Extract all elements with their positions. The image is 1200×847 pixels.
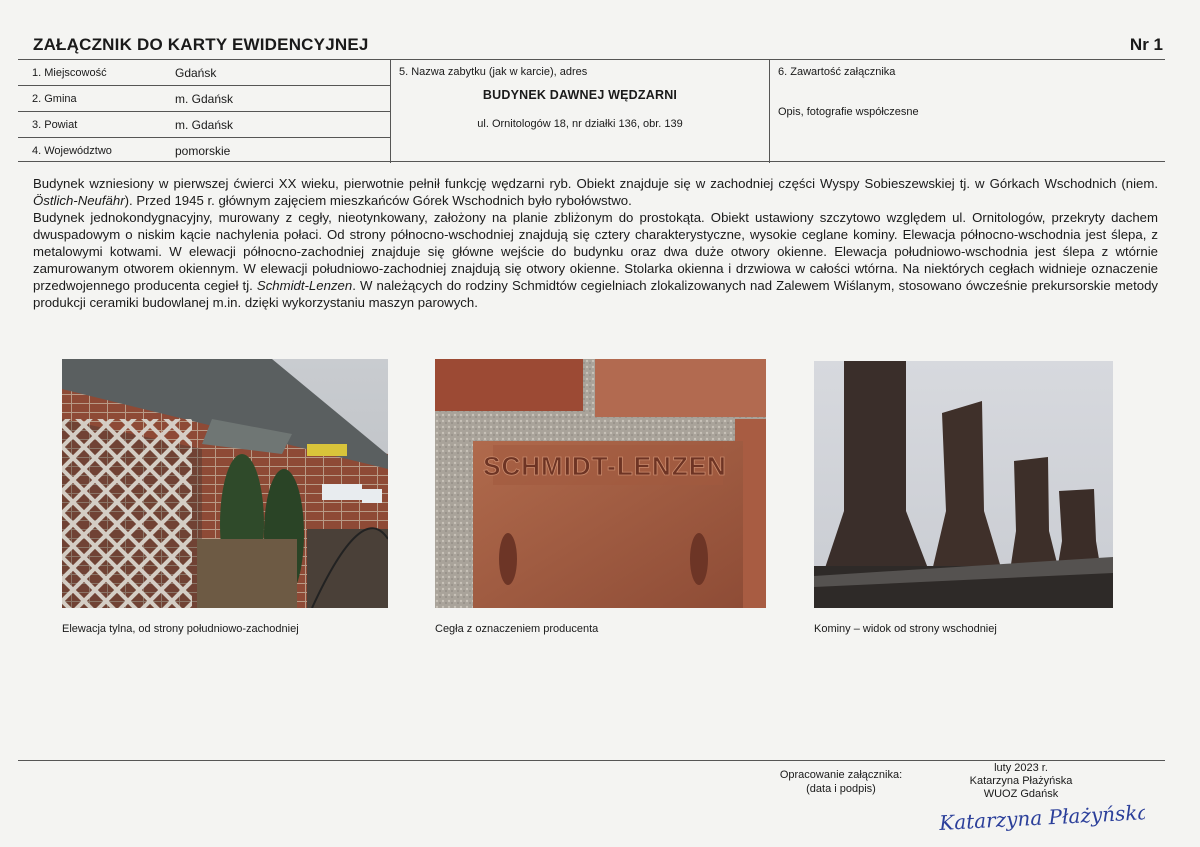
caption-photo-2: Cegła z oznaczeniem producenta (435, 623, 599, 635)
field-value: m. Gdańsk (175, 117, 234, 132)
text-run: Budynek jednokondygnacyjny, murowany z cegły, nieotynkowany, założony na planie zbliżonym do prostokąta. Obiekt ustawiony szczytowo względem ul. Ornitologów, przekryty dachem dwuspadowym o niskim kącie nachylenia połaci. Od strony północno-wschodniej znajdują się cztery charakterystyczne, wysokie ceglane kominy. Elewacja północno-wschodnia jest ślepa, z metalowymi kotwami. W elewacji północno-zachodniej znajduje się główne wejście do budynku oraz dwa duże otwory okienne. Elewacja południowo-wschodnia jest ślepa z wtórnie zamurowanym otworem okiennym. W elewacji południowo-zachodniej znajdują się otwory okienne. Stolarka okienna i drzwiowa w całości wtórna. Na niektórych cegłach widnieje oznaczenie przedwojennego producenta cegieł tj. (33, 210, 1158, 293)
monument-label: 5. Nazwa zabytku (jak w karcie), adres (399, 66, 588, 78)
monument-name: BUDYNEK DAWNEJ WĘDZARNI (482, 88, 678, 102)
prepared-label (760, 768, 922, 796)
metadata-table (18, 60, 1165, 163)
field-label: 4. Województwo (32, 144, 112, 157)
prepared-label-line-1: Opracowanie załącznika: (779, 769, 903, 781)
document-title: ZAŁĄCZNIK DO KARTY EWIDENCYJNEJ (33, 35, 369, 54)
signature-glyphs: Katarzyna Płażyńska (938, 800, 1145, 836)
caption-photo-3: Kominy – widok od strony wschodniej (814, 623, 997, 635)
field-label: 3. Powiat (32, 118, 78, 131)
handwritten-signature (935, 795, 1145, 842)
table-bottom-rule (18, 161, 1165, 162)
german-name: Östlich-Neufähr (33, 193, 125, 208)
field-locality (18, 60, 390, 86)
field-voivodeship (18, 138, 390, 163)
field-label: 2. Gmina (32, 92, 77, 105)
attachment-number: Nr 1 (1129, 35, 1163, 54)
photo-brick-stamp (435, 359, 766, 608)
contents-value: Opis, fotografie współczesne (778, 106, 919, 118)
contents-cell (770, 60, 1166, 163)
description-paragraph-1 (33, 175, 1158, 209)
monument-cell (391, 60, 770, 163)
prepared-date: luty 2023 r. (994, 762, 1048, 774)
photo-rear-elevation (62, 359, 388, 608)
photo-chimneys (814, 361, 1113, 608)
footer-rule (18, 760, 1165, 761)
contents-label: 6. Zawartość załącznika (778, 66, 896, 78)
brick-stamp-text: SCHMIDT-LENZEN (483, 451, 727, 481)
field-value: pomorskie (175, 143, 231, 158)
author-name: Katarzyna Płażyńska (969, 775, 1073, 787)
title-row (33, 35, 1163, 57)
field-commune (18, 86, 390, 112)
field-value: m. Gdańsk (175, 91, 234, 106)
producer-name: Schmidt-Lenzen (256, 278, 353, 293)
caption-photo-1: Elewacja tylna, od strony południowo-zachodniej (62, 623, 299, 635)
office-name: WUOZ Gdańsk (983, 788, 1059, 800)
description-text (33, 175, 1158, 311)
prepared-label-line-2: (data i podpis) (806, 783, 876, 795)
field-district (18, 112, 390, 138)
text-run: ). Przed 1945 r. głównym zajęciem mieszkańców Górek Wschodnich było rybołówstwo. (124, 193, 632, 208)
location-fields (18, 60, 391, 163)
field-value: Gdańsk (175, 65, 217, 80)
text-run: . W należących do rodziny Schmidtów cegielniach zlokalizowanych nad Zalewem Wiślanym, stosowano ówcześnie prekursorskie metody produkcji ceramiki budowlanej m.in. dzięki wykorzystaniu maszyn parowych. (33, 278, 1159, 310)
description-paragraph-2 (33, 209, 1158, 311)
monument-address: ul. Ornitologów 18, nr działki 136, obr. 139 (477, 118, 683, 130)
text-run: Budynek wzniesiony w pierwszej ćwierci XX wieku, pierwotnie pełnił funkcję wędzarni ryb. Obiekt znajduje się w zachodniej części Wyspy Sobieszewskiej tj. w Górkach Wschodnich (niem. (33, 176, 1158, 191)
field-label: 1. Miejscowość (32, 66, 107, 79)
